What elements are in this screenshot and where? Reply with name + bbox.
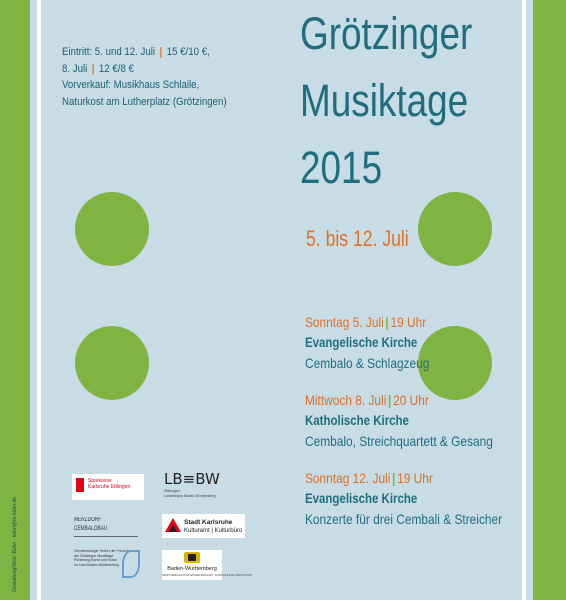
event-date: Mittwoch 8. Juli — [305, 392, 387, 408]
event-program: Cembalo & Schlagzeug — [305, 355, 430, 371]
sparkasse-logo — [72, 474, 144, 500]
event-time: 19 Uhr — [397, 470, 433, 486]
green-dot — [418, 192, 492, 266]
green-dot — [75, 326, 149, 400]
event-venue: Evangelische Kirche — [305, 491, 418, 506]
admission-info — [62, 44, 273, 110]
separator: | — [385, 314, 389, 330]
event-list — [305, 312, 535, 546]
presale-line-2: Naturkost am Lutherplatz (Grötzingen) — [62, 95, 227, 108]
baden-wuerttemberg-logo — [162, 550, 253, 580]
stadt-name: Stadt Karlsruhe — [184, 519, 233, 526]
separator: | — [392, 470, 396, 486]
separator: | — [159, 46, 163, 58]
admission-dates-2: 8. Juli — [62, 62, 88, 75]
admission-line-1 — [62, 44, 273, 61]
cembalobau-label: MERZDORF CEMBALOBAU — [74, 517, 108, 532]
sparkasse-icon — [76, 478, 84, 492]
stadt-sub: Kulturamt | Kulturbüro — [184, 528, 243, 534]
event-program: Konzerte für drei Cembali & Streicher — [305, 511, 503, 527]
event-datetime — [305, 390, 501, 410]
separator: | — [388, 392, 392, 408]
lbbw-logo — [162, 470, 232, 500]
admission-dates-1: Eintritt: 5. und 12. Juli — [62, 46, 156, 58]
event-datetime — [305, 468, 501, 488]
event-venue: Evangelische Kirche — [305, 335, 418, 350]
left-white-line — [37, 0, 41, 600]
title-year: 2015 — [300, 142, 383, 193]
admission-price-2: 12 €/8 € — [98, 62, 134, 75]
title-line-2: Musiktage — [300, 75, 469, 126]
bw-label: Baden-Württemberg — [167, 566, 217, 572]
crest-icon-inner — [188, 554, 196, 561]
event-time: 20 Uhr — [393, 392, 429, 408]
verein-label: Gemeinnütziger Verein der Freunde der Grötzinger Musiktage Förderung Kunst und Kultur im Land Baden-Württemberg — [74, 549, 130, 567]
event-venue: Katholische Kirche — [305, 413, 409, 428]
event-datetime — [305, 312, 501, 332]
bw-sub-label: MINISTERIUM FÜR WISSENSCHAFT, FORSCHUNG UND KUNST — [162, 573, 253, 577]
right-green-stripe — [533, 0, 566, 600]
karlsruhe-icon-inner — [169, 525, 177, 532]
admission-price-1: 15 €/10 €, — [166, 46, 210, 58]
event-item — [305, 390, 501, 452]
page-title — [300, 0, 489, 201]
stadt-karlsruhe-label — [184, 519, 242, 535]
event-item — [305, 312, 501, 374]
cembalobau-logo — [72, 514, 142, 540]
sparkasse-label: Sparkasse Karlsruhe Ettlingen — [88, 478, 131, 490]
green-dot — [75, 192, 149, 266]
title-line-1: Grötzinger — [300, 8, 473, 59]
swirl-icon — [122, 550, 140, 578]
presale-line-1: Vorverkauf: Musikhaus Schlaile, — [62, 79, 200, 91]
stadt-karlsruhe-logo — [162, 514, 245, 538]
event-time: 19 Uhr — [390, 314, 427, 330]
admission-line-2 — [62, 61, 273, 78]
lbbw-mark: LB≡BW — [164, 470, 220, 488]
cembalobau-rule — [74, 536, 138, 537]
event-item — [305, 468, 501, 530]
event-date: Sonntag 5. Juli — [305, 314, 384, 330]
separator: | — [91, 62, 95, 75]
verein-logo — [72, 546, 142, 578]
event-program: Cembalo, Streichquartett & Gesang — [305, 433, 493, 449]
design-credit: Gestaltung/Web: Bühn · bühn@rb-bühn.de — [12, 496, 18, 592]
lbbw-sub-label: Stiftungen Landesbank Baden-Württemberg — [164, 489, 216, 498]
festival-dates: 5. bis 12. Juli — [306, 226, 409, 251]
event-date: Sonntag 12. Juli — [305, 470, 391, 486]
